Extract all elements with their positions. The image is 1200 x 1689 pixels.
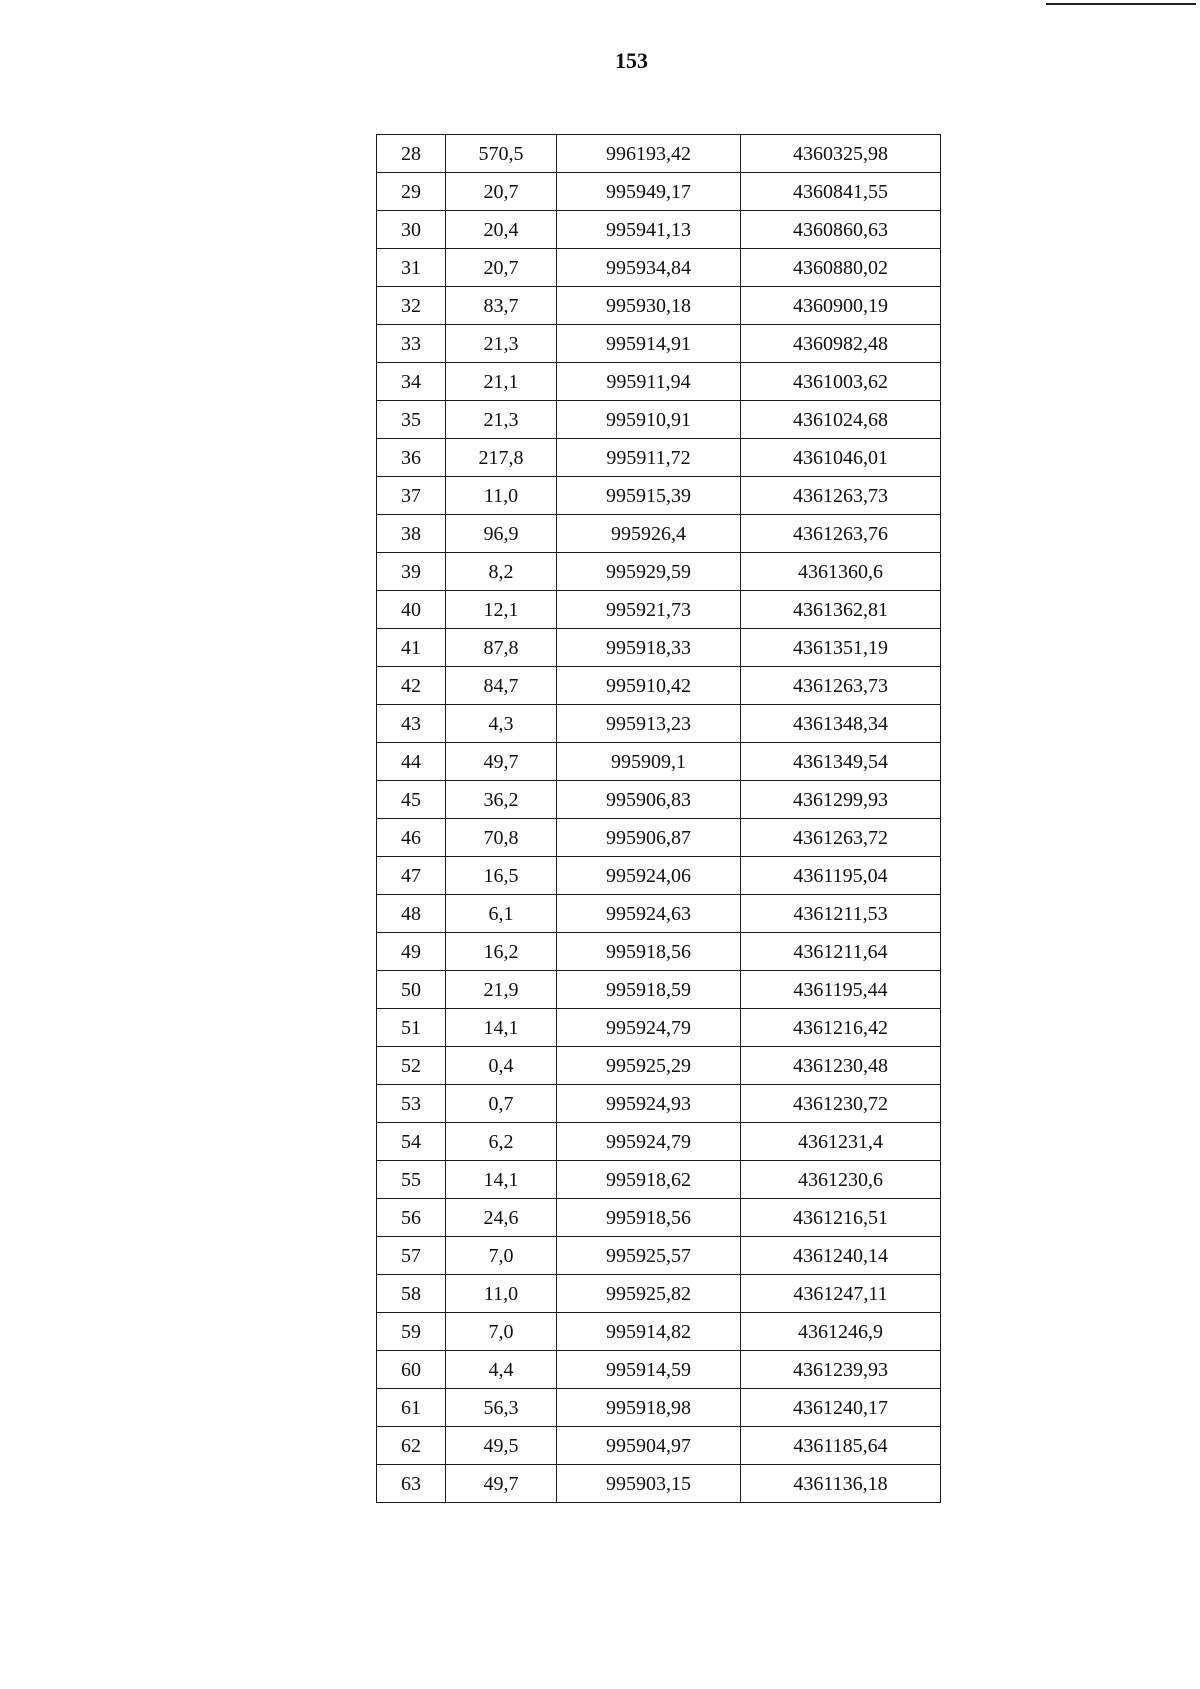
segment-length-cell: 49,7 — [446, 1465, 557, 1503]
point-number-cell: 31 — [377, 249, 446, 287]
x-coordinate-cell: 996193,42 — [557, 135, 741, 173]
segment-length-cell: 570,5 — [446, 135, 557, 173]
x-coordinate-cell: 995918,56 — [557, 1199, 741, 1237]
table-row — [377, 553, 941, 591]
x-coordinate-cell: 995925,82 — [557, 1275, 741, 1313]
point-number-cell: 53 — [377, 1085, 446, 1123]
table-row — [377, 401, 941, 439]
y-coordinate-cell: 4361360,6 — [741, 553, 941, 591]
table-row — [377, 211, 941, 249]
point-number-cell: 44 — [377, 743, 446, 781]
y-coordinate-cell: 4361230,6 — [741, 1161, 941, 1199]
table-row — [377, 933, 941, 971]
x-coordinate-cell: 995930,18 — [557, 287, 741, 325]
point-number-cell: 52 — [377, 1047, 446, 1085]
segment-length-cell: 21,3 — [446, 401, 557, 439]
table-row — [377, 743, 941, 781]
x-coordinate-cell: 995941,13 — [557, 211, 741, 249]
x-coordinate-cell: 995924,93 — [557, 1085, 741, 1123]
segment-length-cell: 20,4 — [446, 211, 557, 249]
segment-length-cell: 21,3 — [446, 325, 557, 363]
x-coordinate-cell: 995918,56 — [557, 933, 741, 971]
y-coordinate-cell: 4361299,93 — [741, 781, 941, 819]
segment-length-cell: 4,4 — [446, 1351, 557, 1389]
point-number-cell: 45 — [377, 781, 446, 819]
top-rule-line — [1046, 3, 1196, 5]
table-row — [377, 1275, 941, 1313]
x-coordinate-cell: 995926,4 — [557, 515, 741, 553]
segment-length-cell: 83,7 — [446, 287, 557, 325]
table-row — [377, 1161, 941, 1199]
segment-length-cell: 56,3 — [446, 1389, 557, 1427]
segment-length-cell: 16,2 — [446, 933, 557, 971]
x-coordinate-cell: 995906,83 — [557, 781, 741, 819]
y-coordinate-cell: 4361240,14 — [741, 1237, 941, 1275]
point-number-cell: 37 — [377, 477, 446, 515]
y-coordinate-cell: 4361239,93 — [741, 1351, 941, 1389]
x-coordinate-cell: 995924,63 — [557, 895, 741, 933]
point-number-cell: 58 — [377, 1275, 446, 1313]
point-number-cell: 38 — [377, 515, 446, 553]
x-coordinate-cell: 995910,91 — [557, 401, 741, 439]
table-row — [377, 363, 941, 401]
y-coordinate-cell: 4361247,11 — [741, 1275, 941, 1313]
table-row — [377, 667, 941, 705]
y-coordinate-cell: 4361362,81 — [741, 591, 941, 629]
y-coordinate-cell: 4361230,48 — [741, 1047, 941, 1085]
table-row — [377, 1313, 941, 1351]
y-coordinate-cell: 4361349,54 — [741, 743, 941, 781]
segment-length-cell: 14,1 — [446, 1161, 557, 1199]
y-coordinate-cell: 4361195,44 — [741, 971, 941, 1009]
table-row — [377, 857, 941, 895]
table-row — [377, 971, 941, 1009]
segment-length-cell: 11,0 — [446, 1275, 557, 1313]
coordinates-table — [376, 134, 941, 1503]
table-row — [377, 1009, 941, 1047]
table-row — [377, 591, 941, 629]
y-coordinate-cell: 4360841,55 — [741, 173, 941, 211]
table-row — [377, 1085, 941, 1123]
point-number-cell: 40 — [377, 591, 446, 629]
y-coordinate-cell: 4361263,72 — [741, 819, 941, 857]
point-number-cell: 48 — [377, 895, 446, 933]
segment-length-cell: 16,5 — [446, 857, 557, 895]
x-coordinate-cell: 995929,59 — [557, 553, 741, 591]
x-coordinate-cell: 995934,84 — [557, 249, 741, 287]
y-coordinate-cell: 4361246,9 — [741, 1313, 941, 1351]
table-row — [377, 1427, 941, 1465]
table-row — [377, 249, 941, 287]
x-coordinate-cell: 995918,59 — [557, 971, 741, 1009]
x-coordinate-cell: 995921,73 — [557, 591, 741, 629]
x-coordinate-cell: 995924,79 — [557, 1123, 741, 1161]
segment-length-cell: 7,0 — [446, 1237, 557, 1275]
point-number-cell: 39 — [377, 553, 446, 591]
x-coordinate-cell: 995924,06 — [557, 857, 741, 895]
point-number-cell: 32 — [377, 287, 446, 325]
segment-length-cell: 21,1 — [446, 363, 557, 401]
segment-length-cell: 20,7 — [446, 249, 557, 287]
point-number-cell: 28 — [377, 135, 446, 173]
point-number-cell: 30 — [377, 211, 446, 249]
table-row — [377, 895, 941, 933]
y-coordinate-cell: 4361351,19 — [741, 629, 941, 667]
table-row — [377, 1123, 941, 1161]
point-number-cell: 42 — [377, 667, 446, 705]
x-coordinate-cell: 995918,62 — [557, 1161, 741, 1199]
table-row — [377, 781, 941, 819]
segment-length-cell: 14,1 — [446, 1009, 557, 1047]
table-row — [377, 819, 941, 857]
point-number-cell: 46 — [377, 819, 446, 857]
y-coordinate-cell: 4361216,42 — [741, 1009, 941, 1047]
segment-length-cell: 36,2 — [446, 781, 557, 819]
y-coordinate-cell: 4361230,72 — [741, 1085, 941, 1123]
x-coordinate-cell: 995904,97 — [557, 1427, 741, 1465]
point-number-cell: 54 — [377, 1123, 446, 1161]
x-coordinate-cell: 995911,72 — [557, 439, 741, 477]
x-coordinate-cell: 995903,15 — [557, 1465, 741, 1503]
table-row — [377, 629, 941, 667]
point-number-cell: 56 — [377, 1199, 446, 1237]
y-coordinate-cell: 4361024,68 — [741, 401, 941, 439]
point-number-cell: 51 — [377, 1009, 446, 1047]
point-number-cell: 33 — [377, 325, 446, 363]
point-number-cell: 34 — [377, 363, 446, 401]
point-number-cell: 60 — [377, 1351, 446, 1389]
x-coordinate-cell: 995914,59 — [557, 1351, 741, 1389]
point-number-cell: 61 — [377, 1389, 446, 1427]
y-coordinate-cell: 4361263,76 — [741, 515, 941, 553]
y-coordinate-cell: 4361211,53 — [741, 895, 941, 933]
point-number-cell: 49 — [377, 933, 446, 971]
segment-length-cell: 8,2 — [446, 553, 557, 591]
y-coordinate-cell: 4360900,19 — [741, 287, 941, 325]
table-row — [377, 173, 941, 211]
table-row — [377, 705, 941, 743]
segment-length-cell: 217,8 — [446, 439, 557, 477]
x-coordinate-cell: 995949,17 — [557, 173, 741, 211]
segment-length-cell: 12,1 — [446, 591, 557, 629]
table-row — [377, 439, 941, 477]
x-coordinate-cell: 995906,87 — [557, 819, 741, 857]
x-coordinate-cell: 995915,39 — [557, 477, 741, 515]
x-coordinate-cell: 995925,57 — [557, 1237, 741, 1275]
x-coordinate-cell: 995925,29 — [557, 1047, 741, 1085]
point-number-cell: 36 — [377, 439, 446, 477]
x-coordinate-cell: 995910,42 — [557, 667, 741, 705]
segment-length-cell: 21,9 — [446, 971, 557, 1009]
table-row — [377, 477, 941, 515]
x-coordinate-cell: 995918,98 — [557, 1389, 741, 1427]
table-row — [377, 515, 941, 553]
y-coordinate-cell: 4360325,98 — [741, 135, 941, 173]
x-coordinate-cell: 995924,79 — [557, 1009, 741, 1047]
y-coordinate-cell: 4361348,34 — [741, 705, 941, 743]
point-number-cell: 41 — [377, 629, 446, 667]
y-coordinate-cell: 4360982,48 — [741, 325, 941, 363]
point-number-cell: 35 — [377, 401, 446, 439]
segment-length-cell: 96,9 — [446, 515, 557, 553]
segment-length-cell: 11,0 — [446, 477, 557, 515]
y-coordinate-cell: 4361003,62 — [741, 363, 941, 401]
y-coordinate-cell: 4361263,73 — [741, 667, 941, 705]
segment-length-cell: 0,4 — [446, 1047, 557, 1085]
segment-length-cell: 24,6 — [446, 1199, 557, 1237]
x-coordinate-cell: 995918,33 — [557, 629, 741, 667]
x-coordinate-cell: 995913,23 — [557, 705, 741, 743]
table-row — [377, 135, 941, 173]
y-coordinate-cell: 4361240,17 — [741, 1389, 941, 1427]
y-coordinate-cell: 4361195,04 — [741, 857, 941, 895]
y-coordinate-cell: 4361185,64 — [741, 1427, 941, 1465]
page-number: 153 — [615, 48, 648, 73]
point-number-cell: 62 — [377, 1427, 446, 1465]
point-number-cell: 55 — [377, 1161, 446, 1199]
point-number-cell: 50 — [377, 971, 446, 1009]
point-number-cell: 59 — [377, 1313, 446, 1351]
table-row — [377, 1351, 941, 1389]
segment-length-cell: 49,7 — [446, 743, 557, 781]
coordinates-table-body — [377, 135, 941, 1503]
y-coordinate-cell: 4361211,64 — [741, 933, 941, 971]
table-row — [377, 325, 941, 363]
table-row — [377, 1237, 941, 1275]
segment-length-cell: 84,7 — [446, 667, 557, 705]
table-row — [377, 287, 941, 325]
y-coordinate-cell: 4360880,02 — [741, 249, 941, 287]
table-row — [377, 1047, 941, 1085]
segment-length-cell: 6,2 — [446, 1123, 557, 1161]
x-coordinate-cell: 995911,94 — [557, 363, 741, 401]
segment-length-cell: 4,3 — [446, 705, 557, 743]
segment-length-cell: 7,0 — [446, 1313, 557, 1351]
point-number-cell: 57 — [377, 1237, 446, 1275]
y-coordinate-cell: 4361231,4 — [741, 1123, 941, 1161]
x-coordinate-cell: 995914,91 — [557, 325, 741, 363]
y-coordinate-cell: 4361216,51 — [741, 1199, 941, 1237]
segment-length-cell: 20,7 — [446, 173, 557, 211]
y-coordinate-cell: 4361263,73 — [741, 477, 941, 515]
segment-length-cell: 0,7 — [446, 1085, 557, 1123]
x-coordinate-cell: 995914,82 — [557, 1313, 741, 1351]
point-number-cell: 63 — [377, 1465, 446, 1503]
table-row — [377, 1389, 941, 1427]
y-coordinate-cell: 4361046,01 — [741, 439, 941, 477]
point-number-cell: 29 — [377, 173, 446, 211]
segment-length-cell: 70,8 — [446, 819, 557, 857]
segment-length-cell: 49,5 — [446, 1427, 557, 1465]
segment-length-cell: 6,1 — [446, 895, 557, 933]
segment-length-cell: 87,8 — [446, 629, 557, 667]
y-coordinate-cell: 4361136,18 — [741, 1465, 941, 1503]
y-coordinate-cell: 4360860,63 — [741, 211, 941, 249]
point-number-cell: 47 — [377, 857, 446, 895]
point-number-cell: 43 — [377, 705, 446, 743]
table-row — [377, 1199, 941, 1237]
x-coordinate-cell: 995909,1 — [557, 743, 741, 781]
table-row — [377, 1465, 941, 1503]
